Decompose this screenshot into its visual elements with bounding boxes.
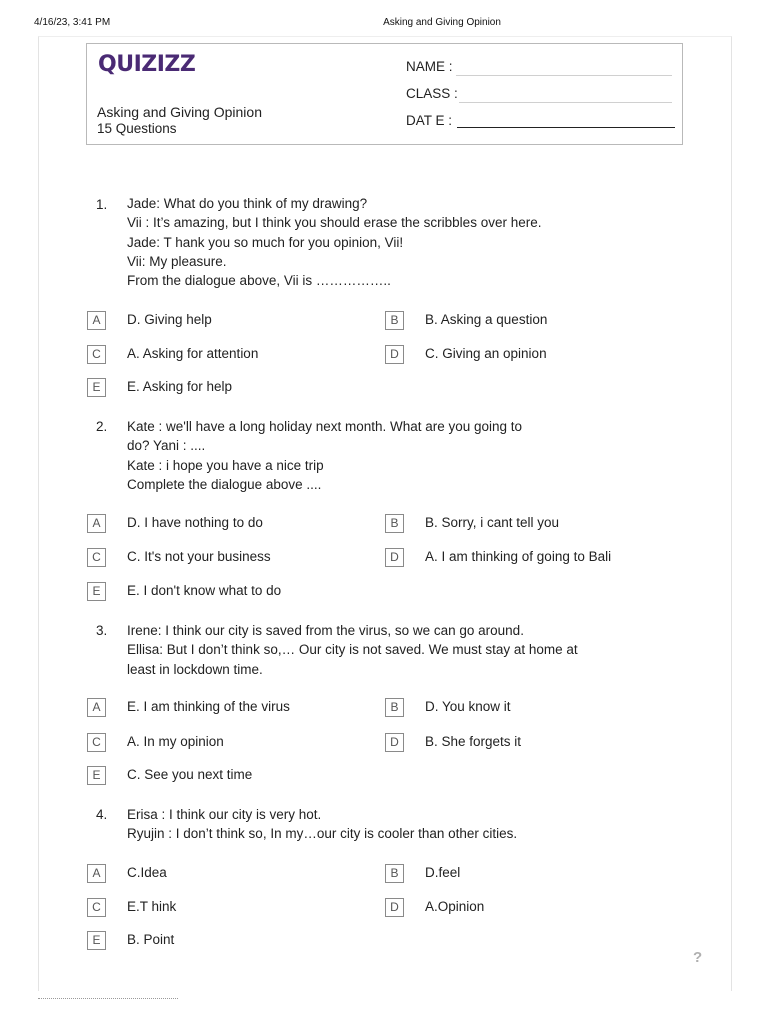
option-box-a[interactable]: A xyxy=(87,311,106,330)
option-text: E. I am thinking of the virus xyxy=(127,699,290,714)
option-text: C. See you next time xyxy=(127,767,253,782)
name-field[interactable] xyxy=(456,75,672,76)
option-text: D. Giving help xyxy=(127,312,212,327)
option-text: C. It's not your business xyxy=(127,549,271,564)
option-box-a[interactable]: A xyxy=(87,698,106,717)
option-box-c[interactable]: C xyxy=(87,898,106,917)
quiz-title: Asking and Giving Opinion xyxy=(97,104,262,120)
question-number: 3. xyxy=(96,623,108,638)
question-text: Erisa : I think our city is very hot. Ryujin : I don’t think so, In my…our city is cooler than other cities. xyxy=(127,807,518,842)
option-text: E. Asking for help xyxy=(127,379,233,394)
question-number: 2. xyxy=(96,419,108,434)
option-box-d[interactable]: D xyxy=(385,345,404,364)
help-icon[interactable]: ? xyxy=(693,949,703,966)
option-text: A.Opinion xyxy=(425,899,485,914)
option-text: A. I am thinking of going to Bali xyxy=(425,549,612,564)
quizizz-logo: QUIZIZZ xyxy=(98,52,196,77)
option-box-c[interactable]: C xyxy=(87,548,106,567)
option-box-a[interactable]: A xyxy=(87,514,106,533)
option-box-c[interactable]: C xyxy=(87,345,106,364)
option-text: C.Idea xyxy=(127,865,167,880)
option-box-b[interactable]: B xyxy=(385,864,404,883)
option-text: C. Giving an opinion xyxy=(425,346,547,361)
quiz-header xyxy=(86,43,683,145)
date-field[interactable] xyxy=(457,127,675,128)
class-field[interactable] xyxy=(459,102,672,103)
option-text: D. You know it xyxy=(425,699,511,714)
question-count: 15 Questions xyxy=(97,121,177,136)
option-box-d[interactable]: D xyxy=(385,898,404,917)
option-box-d[interactable]: D xyxy=(385,548,404,567)
option-box-a[interactable]: A xyxy=(87,864,106,883)
option-text: E.T hink xyxy=(127,899,177,914)
option-text: A. In my opinion xyxy=(127,734,224,749)
option-box-c[interactable]: C xyxy=(87,733,106,752)
print-header xyxy=(0,17,768,31)
option-text: B. She forgets it xyxy=(425,734,522,749)
question-number: 1. xyxy=(96,197,108,212)
class-label: CLASS : xyxy=(406,86,458,101)
option-text: A. Asking for attention xyxy=(127,346,259,361)
option-box-b[interactable]: B xyxy=(385,514,404,533)
option-text: B. Point xyxy=(127,932,175,947)
option-box-e[interactable]: E xyxy=(87,766,106,785)
option-box-d[interactable]: D xyxy=(385,733,404,752)
option-box-b[interactable]: B xyxy=(385,311,404,330)
option-box-e[interactable]: E xyxy=(87,931,106,950)
question-number: 4. xyxy=(96,807,108,822)
option-text: D. I have nothing to do xyxy=(127,515,263,530)
date-label: DAT E : xyxy=(406,113,453,128)
question-text: Jade: What do you think of my drawing? Vii : It’s amazing, but I think you should erase the scribbles over here. Jade: T hank you so much for you opinion, Vii! Vii: My pleasure. From the dialogue above, Vii is …………….. xyxy=(127,196,542,289)
option-text: D.feel xyxy=(425,865,461,880)
question-text: Kate : we'll have a long holiday next month. What are you going to do? Yani : .... Kate : i hope you have a nice trip Complete the dialogue above .... xyxy=(127,419,523,492)
name-label: NAME : xyxy=(406,59,453,74)
option-text: B. Sorry, i cant tell you xyxy=(425,515,560,530)
footer-divider xyxy=(38,998,178,1003)
option-box-e[interactable]: E xyxy=(87,582,106,601)
print-date: 4/16/23, 3:41 PM xyxy=(34,17,111,28)
question-text: Irene: I think our city is saved from the virus, so we can go around. Ellisa: But I don’t think so,… Our city is not saved. We must stay at home at least in lockdown time. xyxy=(127,623,578,677)
print-title: Asking and Giving Opinion xyxy=(383,17,501,28)
option-text: B. Asking a question xyxy=(425,312,548,327)
option-box-e[interactable]: E xyxy=(87,378,106,397)
option-text: E. I don't know what to do xyxy=(127,583,282,598)
option-box-b[interactable]: B xyxy=(385,698,404,717)
